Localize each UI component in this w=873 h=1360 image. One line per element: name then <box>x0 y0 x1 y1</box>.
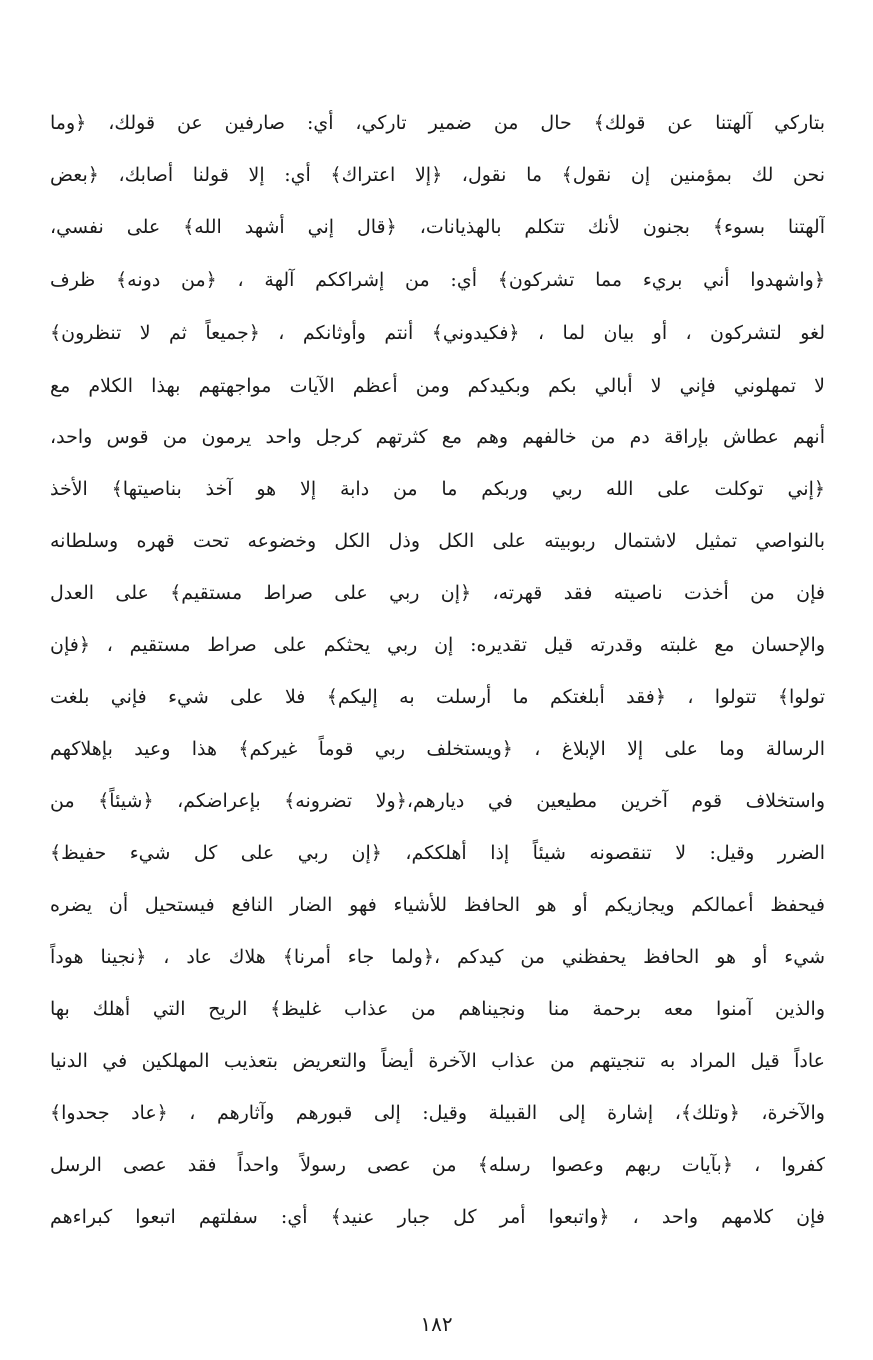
text-line: ﴿واشهدوا أني بريء مما تشركون﴾ أي: من إشراككم آلهة ، ﴿من دونه﴾ ظرف <box>50 269 825 291</box>
text-line: بالنواصي تمثيل لاشتمال ربوبيته على الكل وذل الكل وخضوعه تحت قهره وسلطانه <box>50 530 825 552</box>
text-line: لا تمهلوني فإني لا أبالي بكم وبكيدكم ومن أعظم الآيات مواجهتهم بهذا الكلام مع <box>50 375 825 397</box>
text-line: الرسالة وما على إلا الإبلاغ ، ﴿ويستخلف ربي قوماً غيركم﴾ هذا وعيد بإهلاكهم <box>50 738 825 760</box>
text-line: فإن كلامهم واحد ، ﴿واتبعوا أمر كل جبار عنيد﴾ أي: سفلتهم اتبعوا كبراءهم <box>50 1206 825 1228</box>
text-line: آلهتنا بسوء﴾ بجنون لأنك تتكلم بالهذيانات، ﴿قال إني أشهد الله﴾ على نفسي، <box>50 216 825 238</box>
page-body <box>50 100 825 1280</box>
page-number: ١٨٢ <box>420 1312 453 1336</box>
text-line: والآخرة، ﴿وتلك﴾، إشارة إلى القبيلة وقيل: إلى قبورهم وآثارهم ، ﴿عاد جحدوا﴾ <box>50 1102 825 1124</box>
text-line: لغو لتشركون ، أو بيان لما ، ﴿فكيدوني﴾ أنتم وأوثانكم ، ﴿جميعاً ثم لا تنظرون﴾ <box>50 322 825 344</box>
text-line: نحن لك بمؤمنين إن نقول﴾ ما نقول، ﴿إلا اعتراك﴾ أي: إلا قولنا أصابك، ﴿بعض <box>50 164 825 186</box>
text-line: شيء أو هو الحافظ يحفظني من كيدكم ،﴿ولما جاء أمرنا﴾ هلاك عاد ، ﴿نجينا هوداً <box>50 946 825 968</box>
text-line: والإحسان مع غلبته وقدرته قيل تقديره: إن ربي يحثكم على صراط مستقيم ، ﴿فإن <box>50 634 825 656</box>
text-line: الضرر وقيل: لا تنقصونه شيئاً إذا أهلككم، ﴿إن ربي على كل شيء حفيظ﴾ <box>50 842 825 864</box>
text-line: ﴿إني توكلت على الله ربي وربكم ما من دابة إلا هو آخذ بناصيتها﴾ الأخذ <box>50 478 825 500</box>
text-line: تولوا﴾ تتولوا ، ﴿فقد أبلغتكم ما أرسلت به إليكم﴾ فلا على شيء فإني بلغت <box>50 686 825 708</box>
text-line: والذين آمنوا معه برحمة منا ونجيناهم من عذاب غليظ﴾ الريح التي أهلك بها <box>50 998 825 1020</box>
text-line: فإن من أخذت ناصيته فقد قهرته، ﴿إن ربي على صراط مستقيم﴾ على العدل <box>50 582 825 604</box>
text-line: كفروا ، ﴿بآيات ربهم وعصوا رسله﴾ من عصى رسولاً واحداً فقد عصى الرسل <box>50 1154 825 1176</box>
text-line: واستخلاف قوم آخرين مطيعين في ديارهم،﴿ولا تضرونه﴾ بإعراضكم، ﴿شيئاً﴾ من <box>50 790 825 812</box>
text-line: أنهم عطاش بإراقة دم من خالفهم وهم مع كثرتهم كرجل واحد يرمون من قوس واحد، <box>50 426 825 448</box>
text-line: عاداً قيل المراد به تنجيتهم من عذاب الآخرة أيضاً والتعريض بتعذيب المهلكين في الدنيا <box>50 1050 825 1072</box>
text-line: فيحفظ أعمالكم ويجازيكم أو هو الحافظ للأشياء فهو الضار النافع فيستحيل أن يضره <box>50 894 825 916</box>
text-line: بتاركي آلهتنا عن قولك﴾ حال من ضمير تاركي، أي: صارفين عن قولك، ﴿وما <box>50 112 825 134</box>
